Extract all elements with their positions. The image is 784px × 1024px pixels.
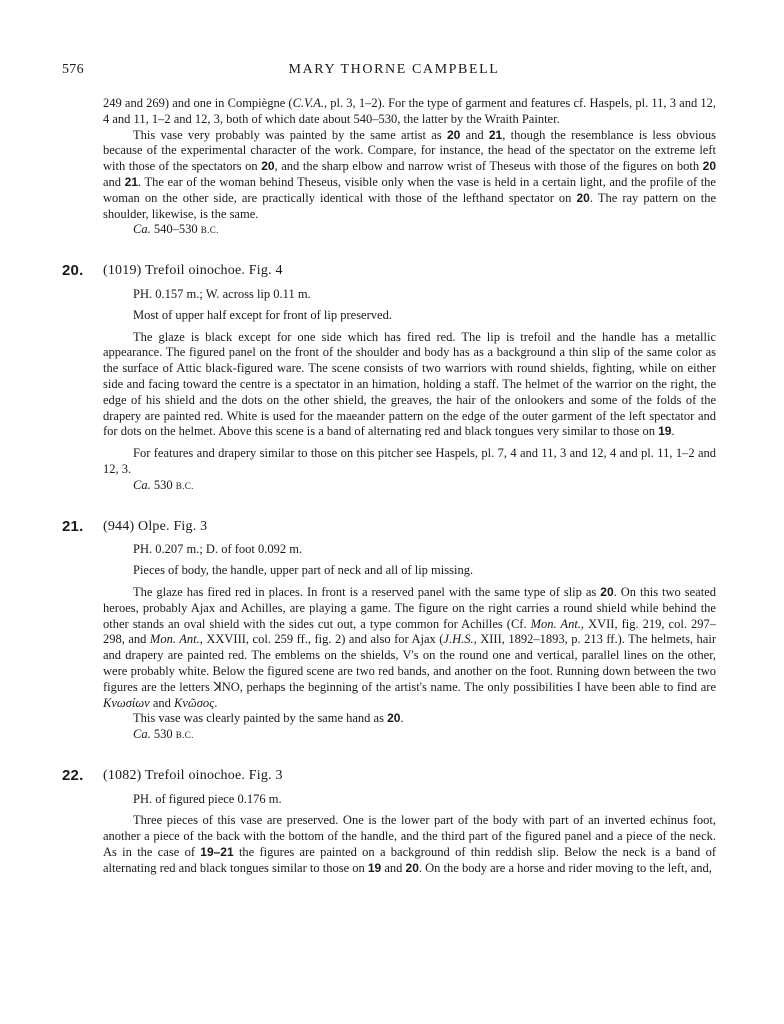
paragraph: Pieces of body, the handle, upper part of neck and all of lip missing.	[133, 563, 474, 578]
continued-entry	[103, 96, 716, 239]
dimensions-line: PH. 0.157 m.; W. across lip 0.11 m.	[133, 286, 311, 301]
entry-heading	[62, 262, 716, 280]
paragraph: 249 and 269) and one in Compiègne (C.V.A., pl. 3, 1–2). For the type of garment and features cf. Haspels, pl. 11, 3 and 12, 4 and 11, 1–2 and 12, 3, both of which date about 540–530, the latter by the Wraith Painter.	[103, 96, 717, 126]
paragraph: This vase was clearly painted by the same hand as 20.	[133, 711, 404, 726]
entry-title: (944) Olpe. Fig. 3	[103, 518, 208, 534]
page-number: 576	[62, 62, 84, 77]
entry-title: (1082) Trefoil oinochoe. Fig. 3	[103, 767, 283, 783]
paragraph: The glaze has fired red in places. In front is a reserved panel with the same type of slip as 20. On this two seated heroes, probably Ajax and Achilles, are playing a game. The figure on the right carries a round shield while behind the other stands an oval shield with the sides cut out, a type common for Achilles (Cf. Mon. Ant., XVII, fig. 219, col. 297–298, and Mon. Ant., XXVIII, col. 259 ff., fig. 2) and also for Ajax (J.H.S., XIII, 1892–1893, p. 213 ff.). The helmets, hair and drapery are painted red. The emblems on the shields, V's on the round one and vertical, parallel lines on the other, were probably white. Below the figured scene are two red bands, and another on the foot. Running down between the two figures are the letters ꓘNO, perhaps the beginning of the artist's name. The only possibilities I have been able to find are Κνωσίων and Κνῶσος.	[103, 584, 717, 710]
main-text	[62, 96, 717, 877]
page-header	[62, 62, 726, 82]
paragraph: Most of upper half except for front of lip preserved.	[133, 307, 392, 322]
dimensions-line: PH. 0.207 m.; D. of foot 0.092 m.	[133, 542, 303, 557]
date-line: Ca. 530 B.C.	[133, 727, 194, 742]
catalogue-entry-22	[62, 766, 716, 877]
date-line: Ca. 530 B.C.	[133, 477, 194, 492]
entry-number: 21.	[62, 517, 84, 535]
date-line: Ca. 540–530 B.C.	[133, 222, 219, 237]
paragraph: This vase very probably was painted by the same artist as 20 and 21, though the resemblance is less obvious because of the experimental character of the work. Compare, for instance, the head of the spectator on the extreme left with those of the spectators on 20, and the sharp elbow and narrow wrist of Theseus with those of the figures on both 20 and 21. The ear of the woman behind Theseus, visible only when the vase is held in a certain light, and the profile of the woman on the other side, are practically identical with those of the lefthand spectator on 20. The ray pattern on the shoulder, likewise, is the same.	[103, 127, 717, 221]
catalogue-entry-21	[62, 517, 717, 744]
catalogue-entry-20	[62, 262, 716, 494]
paragraph: The glaze is black except for one side which has fired red. The lip is trefoil and the handle has a metallic appearance. The figured panel on the front of the shoulder and body has as a background a thin slip of the same color as the surface of Attic black-figured ware. The scene consists of two warriors with round shields, fighting, while on either side and facing toward the centre is a spectator in an himation, holding a staff. The helmet of the warrior on the right, the edge of his shield and the dots on the other shield, the greaves, the hair of the onlookers and some of the folds of the drapery are painted red. White is used for the maeander pattern on the edge of the outer garment of the left spectator and for dots on the helmet. Above this scene is a band of alternating red and black tongues very similar to those on 19.	[103, 329, 716, 439]
running-head: MARY THORNE CAMPBELL	[288, 62, 500, 77]
entry-heading	[62, 517, 716, 535]
dimensions-line: PH. of figured piece 0.176 m.	[133, 791, 282, 806]
entry-heading	[62, 766, 716, 784]
paragraph: For features and drapery similar to those on this pitcher see Haspels, pl. 7, 4 and 11, 3 and 12, 4 and pl. 11, 1–2 and 12, 3.	[103, 446, 716, 476]
entry-number: 22.	[62, 766, 84, 784]
entry-title: (1019) Trefoil oinochoe. Fig. 4	[103, 263, 283, 279]
entry-number: 20.	[62, 262, 84, 280]
paragraph: Three pieces of this vase are preserved. One is the lower part of the body with part of an inverted echinus foot, another a piece of the back with the bottom of the handle, and the third part of the figured panel and a piece of the neck. As in the case of 19–21 the figures are painted on a background of thin reddish slip. Below the neck is a band of alternating red and black tongues similar to those on 19 and 20. On the body are a horse and rider moving to the left, and,	[103, 813, 716, 875]
